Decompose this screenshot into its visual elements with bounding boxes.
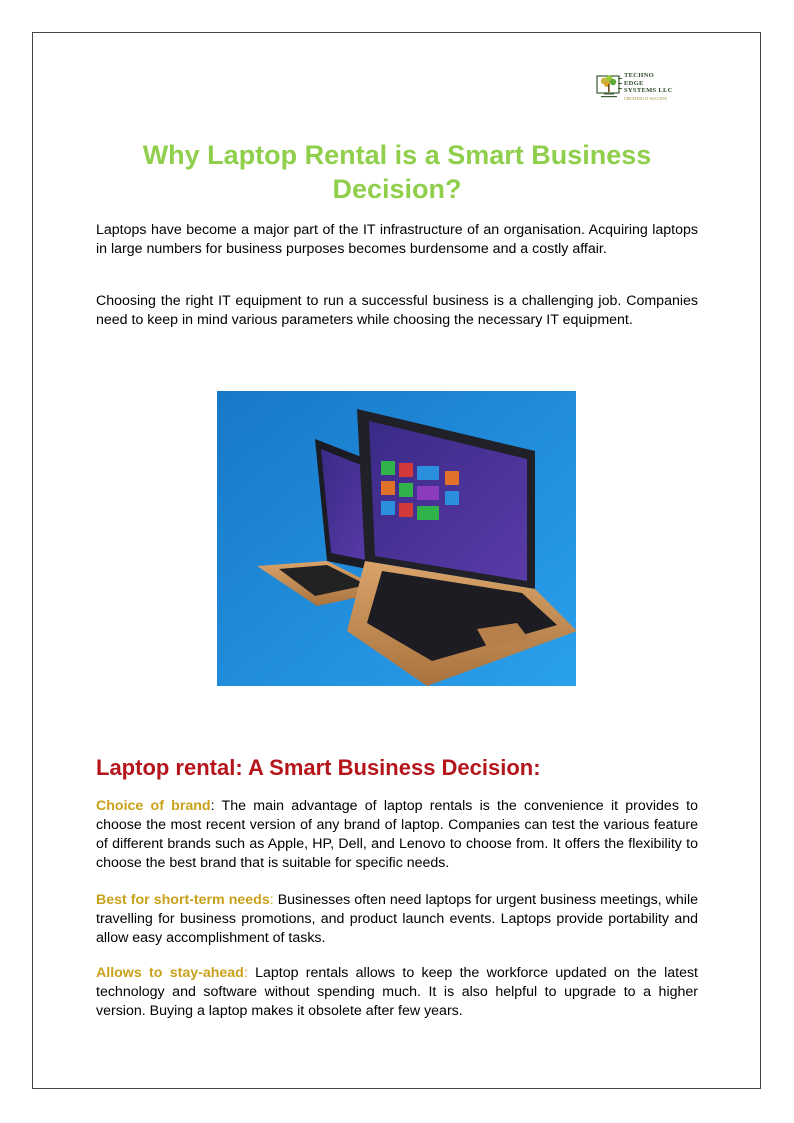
logo-line-1: TECHNO (624, 72, 654, 79)
point-separator: : (243, 965, 248, 981)
point-lead: Best for short-term needs (96, 892, 270, 908)
intro-paragraph-1: Laptops have become a major part of the IT infrastructure of an organisation. Acquiring laptops in large numbers for business purposes becomes burdensome and a costly affair. (96, 222, 698, 257)
page-title: Why Laptop Rental is a Smart Business Decision? (142, 140, 652, 204)
logo-tagline: CREATING IT SUCCESS (624, 95, 667, 101)
point-lead: Choice of brand (96, 798, 211, 814)
company-logo (596, 70, 700, 104)
point-text: The main advantage of laptop rentals is the convenience it provides to choose the most recent version of any brand of laptop. Companies can test the various feature of different brands such as Apple, HP, Dell, and Lenovo to choose from. It offers the flexibility to choose the best brand that is suitable for specific needs. (96, 798, 698, 871)
point-lead: Allows to stay-ahead (96, 965, 244, 981)
intro-paragraph-2: Choosing the right IT equipment to run a successful business is a challenging job. Companies need to keep in mind various parameters while choosing the necessary IT equipment. (96, 293, 698, 328)
logo-line-3: SYSTEMS LLC (624, 87, 673, 94)
point-text: Businesses often need laptops for urgent business meetings, while travelling for business promotions, and product launch events. Laptops provide portability and allow easy accomplishment of tasks. (96, 892, 699, 946)
point-choice-of-brand (96, 797, 698, 873)
point-stay-ahead (96, 964, 698, 1021)
logo-tree-icon (596, 72, 622, 102)
point-separator: : (269, 892, 274, 908)
laptops-photo (217, 391, 576, 686)
section-heading: Laptop rental: A Smart Business Decision: (96, 755, 541, 780)
point-text: Laptop rentals allows to keep the workforce updated on the latest technology and software without spending much. It is also helpful to upgrade to a higher version. Buying a laptop makes it obsolete after few years. (96, 965, 698, 1019)
point-separator: : (210, 798, 215, 814)
logo-line-2: EDGE (624, 79, 644, 87)
point-short-term-needs (96, 891, 698, 948)
